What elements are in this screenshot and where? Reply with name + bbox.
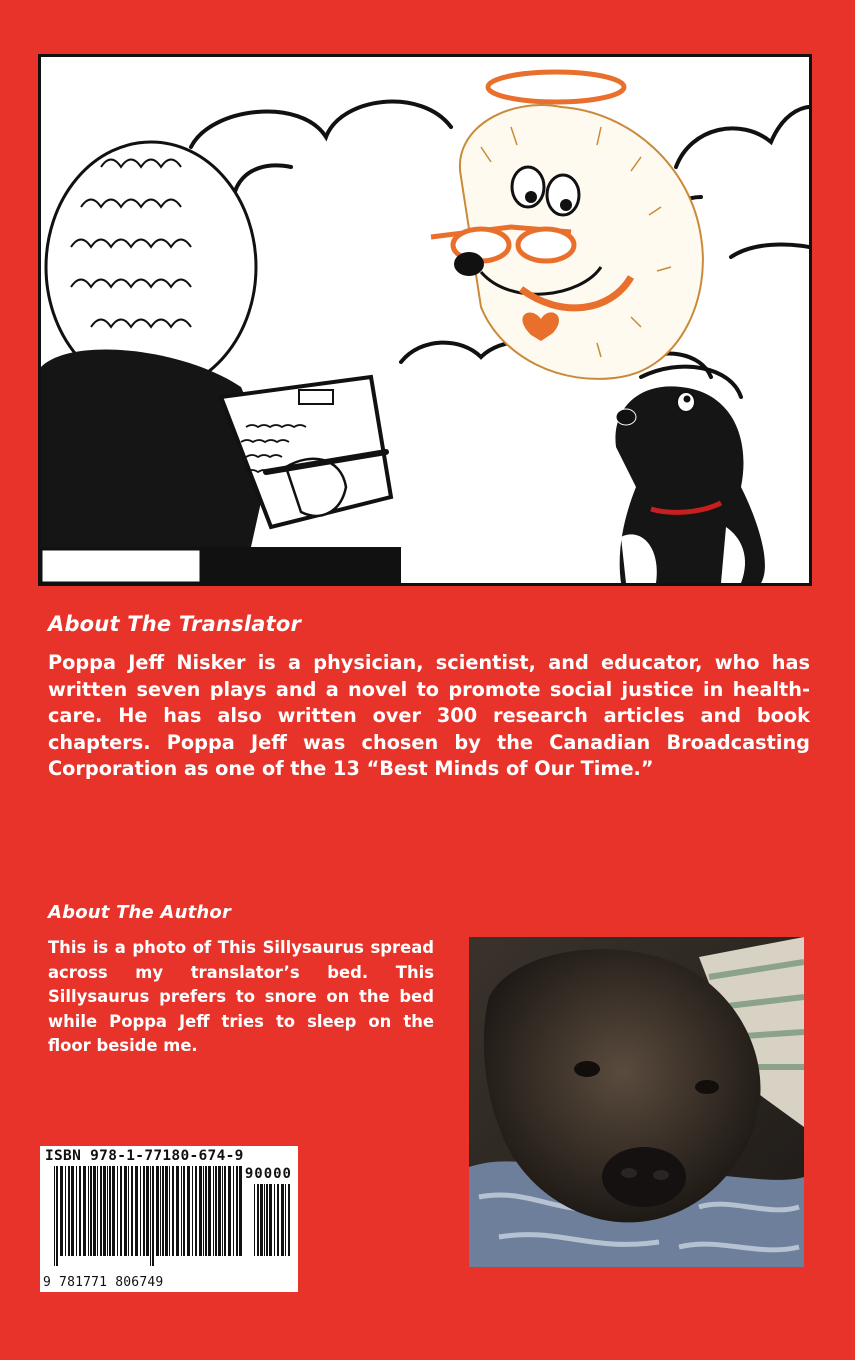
barcode-bar	[93, 1166, 96, 1256]
barcode-bar	[199, 1166, 202, 1256]
barcode-bar	[150, 1166, 151, 1266]
barcode-bar	[176, 1166, 179, 1256]
barcode-bar	[88, 1166, 89, 1256]
barcode-bar	[203, 1166, 204, 1256]
barcode-bar	[56, 1166, 58, 1266]
small-black-dog	[615, 386, 764, 583]
barcode-bar	[97, 1166, 98, 1256]
barcode-bar	[156, 1166, 159, 1256]
barcode-bar	[183, 1166, 185, 1256]
barcode-bar	[131, 1166, 133, 1256]
barcode-bar	[257, 1184, 259, 1256]
barcode-digits: 9 781771 806749	[43, 1275, 164, 1290]
barcode-bar	[124, 1166, 127, 1256]
barcode-bar	[260, 1184, 263, 1256]
barcode-bars	[54, 1166, 244, 1266]
translator-bio: Poppa Jeff Nisker is a physician, scientist, and educator, who has written seven plays and a novel to promote social justice in health-care. He has also written over 300 research articles and book chapters. Poppa Jeff was chosen by the Canadian Broadcasting Corporation as one of the 13 “Best Minds of Our Time.”	[48, 651, 810, 781]
barcode-bar	[60, 1166, 63, 1256]
barcode-bar	[264, 1184, 265, 1256]
barcode-bar	[83, 1166, 86, 1256]
barcode-bar	[281, 1184, 284, 1256]
barcode-bar	[160, 1166, 161, 1256]
barcode-bar	[222, 1166, 223, 1256]
barcode-bar	[266, 1184, 268, 1256]
barcode-addon-bars	[254, 1184, 294, 1266]
barcode-bar	[213, 1166, 214, 1256]
barcode-bar	[112, 1166, 115, 1256]
barcode-bar	[152, 1166, 154, 1266]
barcode-bar	[277, 1184, 279, 1256]
barcode-bar	[165, 1166, 168, 1256]
barcode-bar	[146, 1166, 149, 1256]
author-dog-photo	[469, 937, 804, 1267]
barcode-bar	[71, 1166, 74, 1256]
barcode-bar	[90, 1166, 92, 1256]
cartoon-scene	[41, 57, 809, 583]
barcode-bar	[54, 1166, 55, 1266]
barcode-bar	[140, 1166, 141, 1256]
barcode-bar	[274, 1184, 275, 1256]
barcode-bar	[103, 1166, 106, 1256]
barcode-bar	[192, 1166, 193, 1256]
barcode-bar	[65, 1166, 66, 1256]
barcode-bar	[162, 1166, 164, 1256]
barcode-bar	[109, 1166, 111, 1256]
barcode-bar	[107, 1166, 108, 1256]
barcode-bar	[224, 1166, 226, 1256]
barcode-bar	[288, 1184, 290, 1256]
barcode-bar	[254, 1184, 255, 1256]
angel-dog	[431, 72, 703, 379]
translator-heading: About The Translator	[48, 612, 302, 636]
barcode-bar	[79, 1166, 81, 1256]
barcode-bar	[205, 1166, 207, 1256]
barcode-bar	[208, 1166, 211, 1256]
barcode-bar	[239, 1166, 242, 1256]
barcode-bar	[100, 1166, 102, 1256]
dog-photo-image	[469, 937, 804, 1267]
barcode-bar	[195, 1166, 197, 1256]
price-code: 90000	[244, 1166, 292, 1182]
barcode-bar	[228, 1166, 231, 1256]
author-heading: About The Author	[48, 902, 232, 923]
barcode-bar	[218, 1166, 221, 1256]
barcode-bar	[169, 1166, 170, 1256]
barcode-bar	[181, 1166, 182, 1256]
isbn-number: ISBN 978-1-77180-674-9	[45, 1148, 244, 1164]
barcode-bar	[76, 1166, 77, 1256]
isbn-barcode	[40, 1146, 298, 1292]
barcode-bar	[285, 1184, 286, 1256]
barcode-bar	[135, 1166, 138, 1256]
cover-illustration	[38, 54, 812, 586]
barcode-bar	[172, 1166, 174, 1256]
barcode-bar	[68, 1166, 70, 1256]
barcode-bar	[215, 1166, 217, 1256]
barcode-bar	[233, 1166, 234, 1256]
barcode-bar	[143, 1166, 145, 1256]
barcode-bar	[187, 1166, 190, 1256]
figure-writing	[41, 142, 401, 583]
barcode-bar	[128, 1166, 129, 1256]
barcode-bar	[236, 1166, 238, 1256]
author-bio: This is a photo of This Sillysaurus spread across my translator’s bed. This Sillysaurus prefers to snore on the bed while Poppa Jeff tries to sleep on the floor beside me.	[48, 938, 434, 1055]
barcode-bar	[117, 1166, 118, 1256]
barcode-bar	[269, 1184, 272, 1256]
barcode-bar	[120, 1166, 122, 1256]
